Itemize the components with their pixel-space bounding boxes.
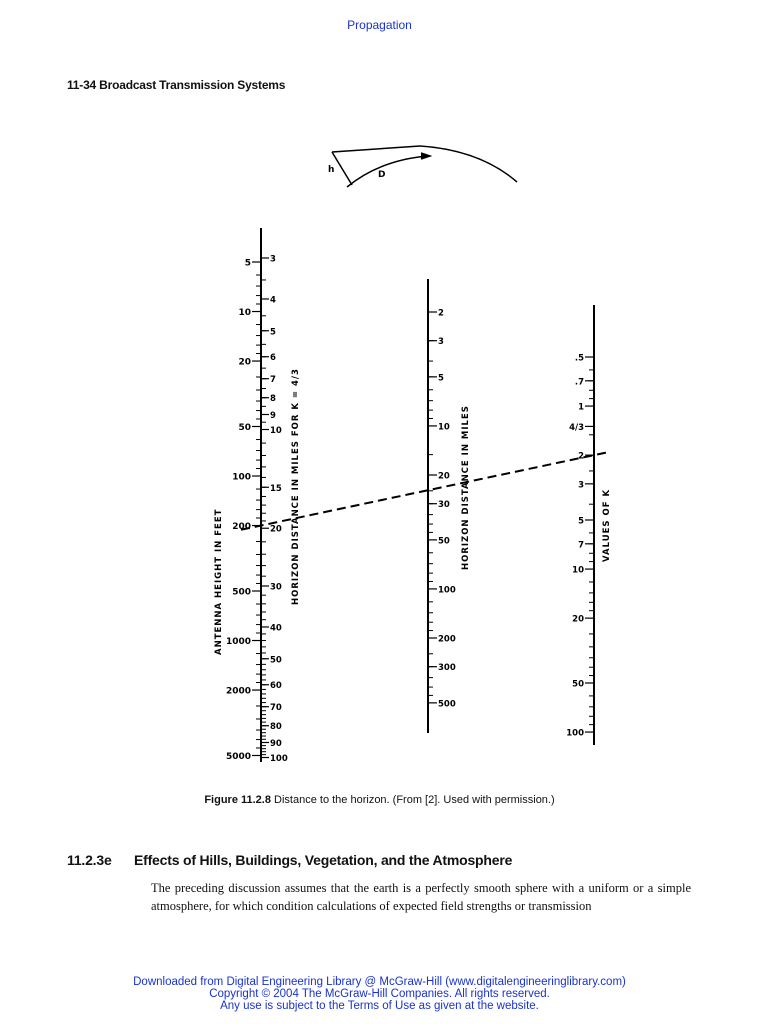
- scale1-left-title: ANTENNA HEIGHT IN FEET: [214, 508, 224, 655]
- scale1-right-label-6: 6: [270, 353, 276, 364]
- scale2-label-30: 30: [438, 500, 450, 511]
- scale1-left-label-500: 500: [232, 587, 251, 598]
- scale1-right-label-7: 7: [270, 375, 276, 386]
- scale1-left-label-10: 10: [238, 308, 251, 319]
- scale3-label-5: .5: [574, 353, 584, 364]
- scale3-label-5: 5: [578, 516, 584, 527]
- section-heading: [67, 852, 512, 868]
- inset-h-label: h: [328, 165, 335, 175]
- scale2-label-10: 10: [438, 422, 450, 433]
- scale1-right-label-8: 8: [270, 394, 276, 405]
- scale3-label-4-3: 4/3: [569, 422, 584, 433]
- running-head: 11-34 Broadcast Transmission Systems: [67, 78, 286, 92]
- footer-line-3: Any use is subject to the Terms of Use as given at the website.: [220, 1000, 539, 1012]
- scale3-label-1: 1: [578, 402, 584, 413]
- scale1-right-label-9: 9: [270, 410, 276, 421]
- scale3-label-2: 2: [578, 451, 584, 462]
- scale1-right-label-4: 4: [270, 295, 276, 306]
- earth-curvature-inset: [332, 146, 517, 187]
- scale1-right-label-5: 5: [270, 327, 276, 338]
- scale2-label-3: 3: [438, 337, 444, 348]
- scale1-right-label-70: 70: [270, 703, 282, 714]
- scale1-left-label-50: 50: [238, 423, 251, 433]
- scale1-right-label-40: 40: [270, 623, 282, 634]
- scale1-right-label-20: 20: [270, 524, 282, 535]
- scale1-right-label-3: 3: [270, 254, 276, 265]
- scale3-label-7: .7: [574, 377, 584, 388]
- footer: [0, 976, 759, 1012]
- scale3-label-10: 10: [572, 565, 584, 576]
- scale2-ticks: [428, 309, 456, 710]
- scale3-label-3: 3: [578, 480, 584, 491]
- inset-d-label: D: [378, 170, 386, 180]
- section-title: Effects of Hills, Buildings, Vegetation, and the Atmosphere: [134, 852, 513, 868]
- scale2-label-300: 300: [438, 663, 456, 674]
- scale1-left-label-2000: 2000: [225, 686, 251, 697]
- nomogram-figure: [190, 130, 630, 770]
- header-link[interactable]: Propagation: [347, 18, 412, 32]
- scale1-left-label-200: 200: [232, 522, 251, 533]
- scale2-label-200: 200: [438, 634, 456, 645]
- tangent-line: [332, 146, 420, 152]
- scale1-left-label-20: 20: [238, 357, 251, 368]
- scale3-label-20: 20: [572, 614, 584, 625]
- scale2-label-50: 50: [438, 536, 450, 547]
- scale2-title: HORIZON DISTANCE IN MILES: [461, 405, 471, 570]
- scale1-right-label-90: 90: [270, 738, 282, 749]
- distance-arc: [347, 156, 428, 187]
- scale2-label-20: 20: [438, 471, 450, 482]
- scale1-left-label-5: 5: [244, 258, 251, 269]
- section-number: 11.2.3e: [67, 852, 112, 868]
- scale1-right-label-15: 15: [270, 483, 282, 494]
- scale1-right-label-10: 10: [270, 426, 282, 437]
- height-line: [332, 152, 352, 185]
- scale1-right-label-60: 60: [270, 681, 282, 692]
- distance-arrowhead: [421, 153, 430, 159]
- scale1-left-label-5000: 5000: [225, 752, 251, 762]
- body-paragraph: The preceding discussion assumes that the earth is a perfectly smooth sphere with a uniform or a simple atmosphere, for which condition calculations of expected field strengths or transmission: [151, 881, 691, 913]
- scale1-right-label-30: 30: [270, 582, 282, 593]
- scale1-right-label-50: 50: [270, 655, 282, 666]
- scale2-label-2: 2: [438, 308, 444, 319]
- scale3-label-100: 100: [566, 728, 584, 739]
- footer-line-1[interactable]: Downloaded from Digital Engineering Library @ McGraw-Hill (www.digitalengineeringlibrary.com): [133, 976, 626, 988]
- scale1-ticks: [226, 255, 288, 765]
- figure-caption: [0, 794, 759, 806]
- scale3-label-7: 7: [578, 540, 584, 551]
- scale2-label-100: 100: [438, 585, 456, 596]
- caption-label: Figure 11.2.8: [204, 794, 271, 806]
- scale1-left-label-100: 100: [232, 472, 251, 483]
- scale2-label-5: 5: [438, 373, 444, 384]
- footer-line-2: Copyright © 2004 The McGraw-Hill Companies. All rights reserved.: [209, 988, 550, 1000]
- caption-text: Distance to the horizon. (From [2]. Used with permission.): [270, 794, 555, 806]
- scale1-right-title: HORIZON DISTANCE IN MILES FOR K = 4/3: [291, 368, 301, 605]
- scale1-left-label-1000: 1000: [225, 637, 251, 648]
- earth-surface-arc: [420, 146, 517, 182]
- scale1-right-label-80: 80: [270, 722, 282, 733]
- scale1-right-label-100: 100: [270, 754, 288, 765]
- scale3-title: VALUES OF K: [602, 488, 612, 562]
- scale2-label-500: 500: [438, 699, 456, 710]
- scale3-label-50: 50: [572, 679, 584, 690]
- scale3-ticks: [566, 354, 594, 739]
